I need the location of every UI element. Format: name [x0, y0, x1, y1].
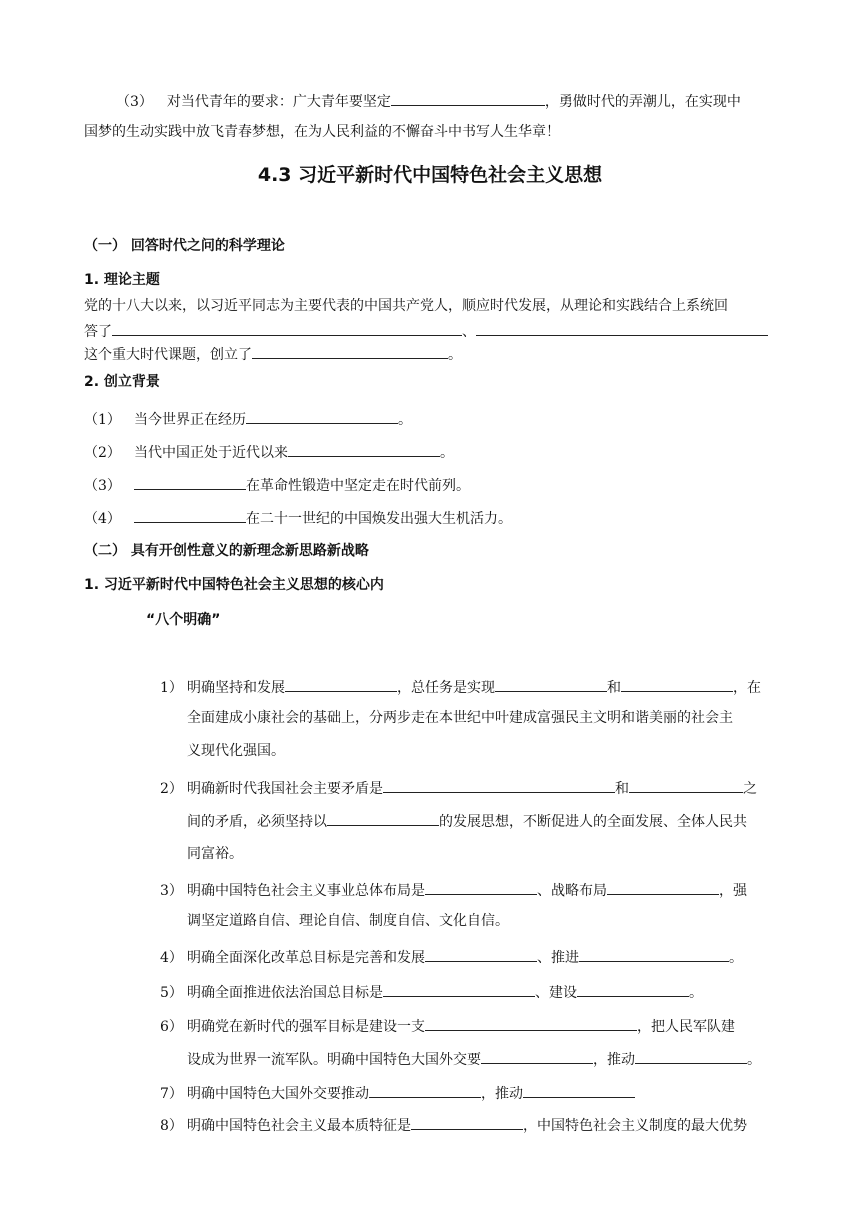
- item-text: ，把人民军队建: [637, 1019, 735, 1035]
- eight-clarifications-label: “八个明确”: [146, 612, 221, 628]
- fill-blank[interactable]: [607, 879, 719, 895]
- item-text: 在二十一世纪的中国焕发出强大生机活力。: [246, 511, 512, 527]
- item-text: 之: [743, 781, 757, 797]
- item-text: 、战略布局: [537, 883, 607, 899]
- item-text: 明确中国特色社会主义事业总体布局是: [187, 883, 425, 899]
- item-number: 8）: [160, 1118, 183, 1134]
- fill-blank[interactable]: [327, 810, 439, 826]
- theme-text: 这个重大时代课题，创立了: [84, 347, 252, 363]
- item-text: ，推动: [481, 1086, 523, 1102]
- item-number: 7）: [160, 1086, 183, 1102]
- item-text: 。: [440, 445, 454, 461]
- fill-blank[interactable]: [425, 946, 537, 962]
- fill-blank[interactable]: [391, 90, 545, 106]
- item-text: 和: [607, 680, 621, 696]
- item-text: 间的矛盾，必须坚持以: [187, 814, 327, 830]
- page-title: 4.3 习近平新时代中国特色社会主义思想: [257, 164, 603, 186]
- clarification-1-line-3: 义现代化强国。: [187, 743, 285, 759]
- fill-blank[interactable]: [285, 676, 397, 692]
- item-number: 3）: [160, 883, 183, 899]
- clarification-5-line-1: [160, 981, 703, 1003]
- intro-line-1: [116, 90, 741, 112]
- clarification-3-line-1: [160, 879, 747, 901]
- subsection-2-1-heading: 1. 习近平新时代中国特色社会主义思想的核心内: [84, 577, 384, 593]
- item-text: 明确坚持和发展: [187, 680, 285, 696]
- item-text: 当今世界正在经历: [134, 412, 246, 428]
- item-text: 在革命性锻造中坚定走在时代前列。: [246, 478, 470, 494]
- item-text: ，总任务是实现: [397, 680, 495, 696]
- fill-blank[interactable]: [481, 1048, 593, 1064]
- fill-blank[interactable]: [383, 777, 615, 793]
- fill-blank[interactable]: [288, 441, 440, 457]
- fill-blank[interactable]: [495, 676, 607, 692]
- fill-blank[interactable]: [425, 1015, 637, 1031]
- clarification-8-line-1: [160, 1114, 747, 1136]
- theme-line-1: 党的十八大以来，以习近平同志为主要代表的中国共产党人，顺应时代发展，从理论和实践结合上系统回: [84, 298, 728, 314]
- clarification-6-line-2: [187, 1048, 761, 1070]
- fill-blank[interactable]: [476, 320, 768, 336]
- period: 。: [448, 347, 462, 363]
- theme-line-3: [84, 343, 462, 365]
- separator: 、: [462, 324, 476, 340]
- fill-blank[interactable]: [629, 777, 743, 793]
- fill-blank[interactable]: [635, 1048, 747, 1064]
- item-number: 6）: [160, 1019, 183, 1035]
- subsection-1-1-heading: 1. 理论主题: [84, 272, 160, 288]
- item-text: 明确中国特色大国外交要推动: [187, 1086, 369, 1102]
- item-text: 和: [615, 781, 629, 797]
- clarification-6-line-1: [160, 1015, 735, 1037]
- item-text: ，推动: [593, 1052, 635, 1068]
- item-text: 、建设: [535, 985, 577, 1001]
- item-text: ，强: [719, 883, 747, 899]
- background-item-1: [84, 408, 412, 430]
- item-text: 。: [747, 1052, 761, 1068]
- intro-text-a: 对当代青年的要求：广大青年要坚定: [166, 94, 391, 110]
- clarification-1-line-1: [160, 676, 761, 698]
- item-number: （4）: [84, 511, 121, 527]
- clarification-2-line-2: [187, 810, 747, 832]
- fill-blank[interactable]: [411, 1114, 523, 1130]
- item-text: 、推进: [537, 950, 579, 966]
- item-text: ，在: [733, 680, 761, 696]
- item-number: 5）: [160, 985, 183, 1001]
- fill-blank[interactable]: [252, 343, 448, 359]
- item-text: 的发展思想，不断促进人的全面发展、全体人民共: [439, 814, 747, 830]
- item-text: 设成为世界一流军队。明确中国特色大国外交要: [187, 1052, 481, 1068]
- section-1-heading: （一） 回答时代之问的科学理论: [84, 238, 285, 254]
- fill-blank[interactable]: [577, 981, 689, 997]
- clarification-3-line-2: 调坚定道路自信、理论自信、制度自信、文化自信。: [187, 913, 509, 929]
- intro-text-b: ，勇做时代的弄潮儿，在实现中: [544, 94, 741, 110]
- fill-blank[interactable]: [246, 408, 398, 424]
- item-text: 。: [398, 412, 412, 428]
- background-item-3: [84, 474, 470, 496]
- fill-blank[interactable]: [134, 507, 246, 523]
- clarification-1-line-2: 全面建成小康社会的基础上，分两步走在本世纪中叶建成富强民主文明和谐美丽的社会主: [187, 710, 733, 726]
- theme-text: 答了: [84, 324, 112, 340]
- fill-blank[interactable]: [112, 320, 462, 336]
- clarification-2-line-3: 同富裕。: [187, 846, 243, 862]
- clarification-2-line-1: [160, 777, 757, 799]
- item-number: 1）: [160, 680, 183, 696]
- fill-blank[interactable]: [579, 946, 729, 962]
- item-number: （3）: [84, 478, 121, 494]
- fill-blank[interactable]: [621, 676, 733, 692]
- subsection-1-2-heading: 2. 创立背景: [84, 374, 160, 390]
- item-text: 当代中国正处于近代以来: [134, 445, 288, 461]
- item-text: 。: [729, 950, 743, 966]
- item-text: 明确党在新时代的强军目标是建设一支: [187, 1019, 425, 1035]
- fill-blank[interactable]: [369, 1082, 481, 1098]
- item-number: （1）: [84, 412, 121, 428]
- fill-blank[interactable]: [134, 474, 246, 490]
- item-text: 明确全面推进依法治国总目标是: [187, 985, 383, 1001]
- item-number: （2）: [84, 445, 121, 461]
- item-text: 明确新时代我国社会主要矛盾是: [187, 781, 383, 797]
- fill-blank[interactable]: [523, 1082, 635, 1098]
- fill-blank[interactable]: [425, 879, 537, 895]
- item-text: 明确全面深化改革总目标是完善和发展: [187, 950, 425, 966]
- item-text: 。: [689, 985, 703, 1001]
- clarification-7-line-1: [160, 1082, 635, 1104]
- item-number: 4）: [160, 950, 183, 966]
- background-item-2: [84, 441, 454, 463]
- intro-line-2: 国梦的生动实践中放飞青春梦想，在为人民利益的不懈奋斗中书写人生华章！: [84, 124, 560, 140]
- section-2-heading: （二） 具有开创性意义的新理念新思路新战略: [84, 543, 369, 559]
- intro-number: （3）: [116, 94, 153, 110]
- item-text: 明确中国特色社会主义最本质特征是: [187, 1118, 411, 1134]
- theme-line-2: [84, 320, 768, 342]
- item-text: ，中国特色社会主义制度的最大优势: [523, 1118, 747, 1134]
- clarification-4-line-1: [160, 946, 743, 968]
- fill-blank[interactable]: [383, 981, 535, 997]
- item-number: 2）: [160, 781, 183, 797]
- background-item-4: [84, 507, 512, 529]
